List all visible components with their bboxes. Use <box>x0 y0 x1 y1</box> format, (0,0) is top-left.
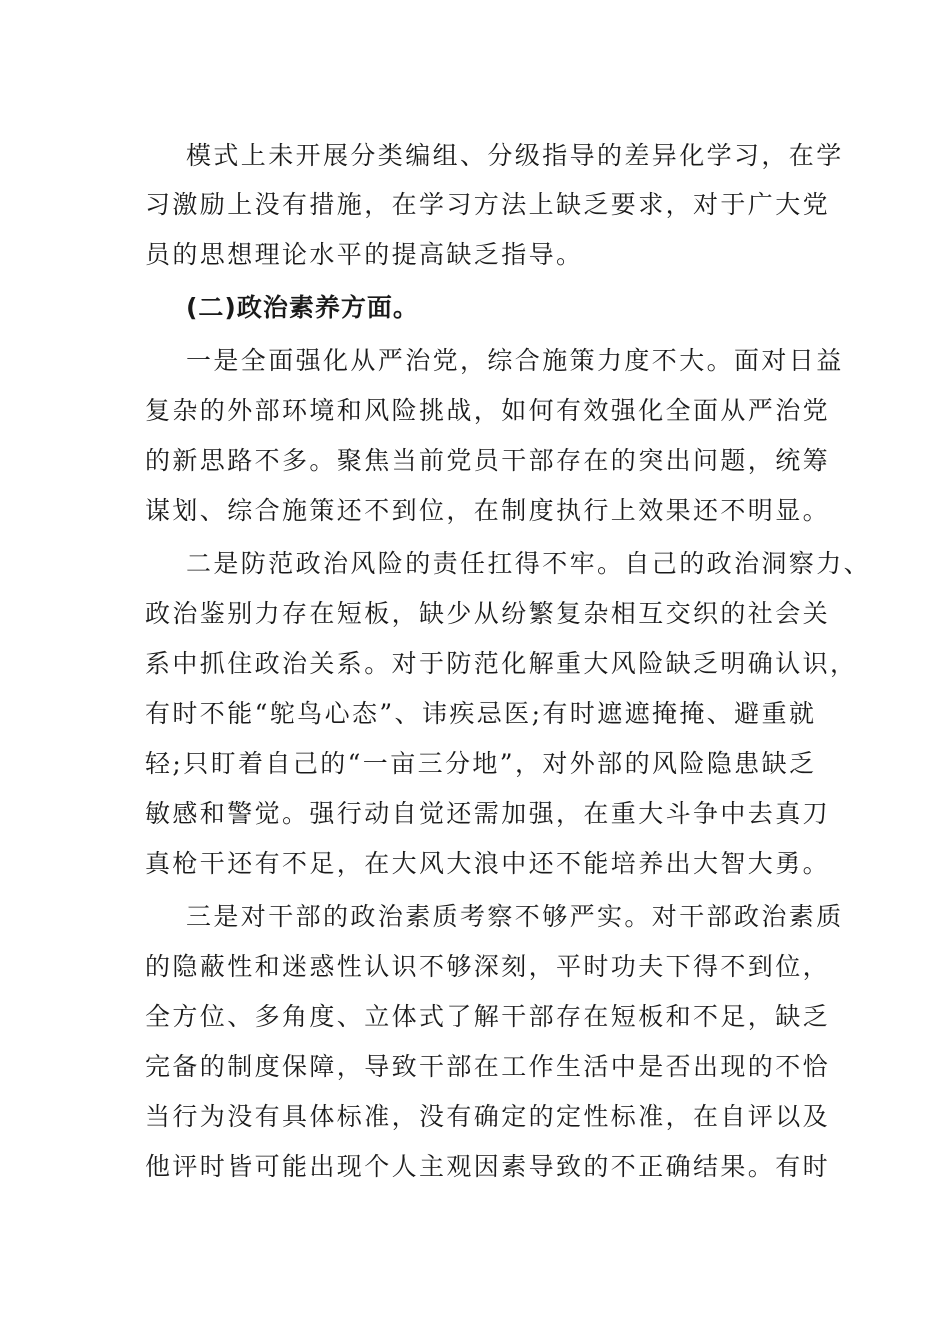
text-line-1: 模式上未开展分类编组、分级指导的差异化学习，在学 <box>186 141 844 170</box>
text-line-2: 习激励上没有措施，在学习方法上缺乏要求，对于广大党 <box>145 190 831 219</box>
text-line-4: 一是全面强化从严治党，综合施策力度不大。面对日益 <box>186 346 844 375</box>
text-line-5: 复杂的外部环境和风险挑战，如何有效强化全面从严治党 <box>145 396 831 425</box>
text-line-10: 系中抓住政治关系。对于防范化解重大风险缺乏明确认识， <box>145 649 858 678</box>
text-line-15: 三是对干部的政治素质考察不够严实。对干部政治素质 <box>186 902 844 931</box>
text-line-7: 谋划、综合施策还不到位，在制度执行上效果还不明显。 <box>145 496 831 525</box>
text-line-17: 全方位、多角度、立体式了解干部存在短板和不足，缺乏 <box>145 1002 831 1031</box>
text-line-16: 的隐蔽性和迷惑性认识不够深刻，平时功夫下得不到位， <box>145 952 831 981</box>
text-line-11: 有时不能“鸵鸟心态”、讳疾忌医;有时遮遮掩掩、避重就 <box>145 699 817 728</box>
text-line-20: 他评时皆可能出现个人主观因素导致的不正确结果。有时 <box>145 1152 831 1181</box>
text-line-12: 轻;只盯着自己的“一亩三分地”，对外部的风险隐患缺乏 <box>145 749 817 778</box>
text-line-19: 当行为没有具体标准，没有确定的定性标准，在自评以及 <box>145 1102 831 1131</box>
text-line-14: 真枪干还有不足，在大风大浪中还不能培养出大智大勇。 <box>145 849 831 878</box>
text-line-3: 员的思想理论水平的提高缺乏指导。 <box>145 240 584 269</box>
text-line-13: 敏感和警觉。强行动自觉还需加强，在重大斗争中去真刀 <box>145 799 831 828</box>
text-line-8: 二是防范政治风险的责任扛得不牢。自己的政治洞察力、 <box>186 549 872 578</box>
text-line-9: 政治鉴别力存在短板，缺少从纷繁复杂相互交织的社会关 <box>145 599 831 628</box>
text-line-18: 完备的制度保障，导致干部在工作生活中是否出现的不恰 <box>145 1052 831 1081</box>
text-line-6: 的新思路不多。聚焦当前党员干部存在的突出问题，统筹 <box>145 446 831 475</box>
section-heading: (二)政治素养方面。 <box>186 293 419 322</box>
